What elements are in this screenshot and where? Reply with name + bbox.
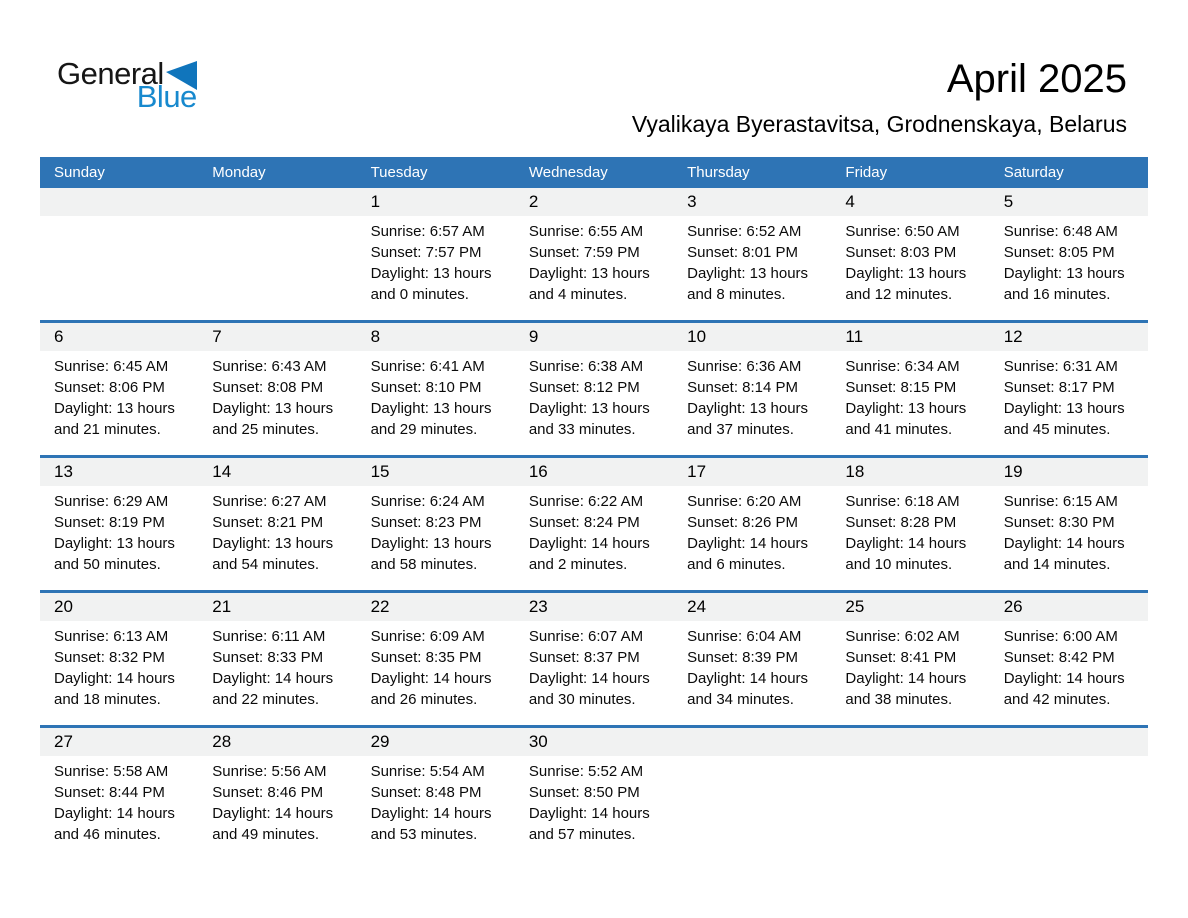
- daylight-text: Daylight: 14 hours and 38 minutes.: [845, 670, 967, 708]
- day-info: [831, 756, 989, 761]
- day-info: [673, 621, 831, 710]
- day-number: 1: [357, 188, 515, 216]
- day-info: [831, 486, 989, 575]
- day-info: [198, 216, 356, 221]
- day-number: 24: [673, 593, 831, 621]
- sunrise-text: Sunrise: 6:31 AM: [1003, 358, 1118, 375]
- day-number: 26: [990, 593, 1148, 621]
- day-number: 4: [831, 188, 989, 216]
- day-number: 23: [515, 593, 673, 621]
- weekday-saturday: Saturday: [1003, 164, 1064, 181]
- day-info: [673, 756, 831, 761]
- day-number: 5: [990, 188, 1148, 216]
- day-cell-24: [673, 593, 831, 725]
- daylight-text: Daylight: 13 hours and 25 minutes.: [212, 400, 334, 438]
- sunset-text: Sunset: 8:46 PM: [212, 784, 324, 801]
- daylight-text: Daylight: 14 hours and 26 minutes.: [370, 670, 492, 708]
- sunset-text: Sunset: 8:24 PM: [528, 514, 640, 531]
- day-number: 15: [357, 458, 515, 486]
- sunset-text: Sunset: 8:35 PM: [370, 649, 482, 666]
- daylight-text: Daylight: 13 hours and 45 minutes.: [1003, 400, 1125, 438]
- day-number: 16: [515, 458, 673, 486]
- day-cell-25: [831, 593, 989, 725]
- day-cell-12: [990, 323, 1148, 455]
- day-cell-empty: [990, 728, 1148, 860]
- day-info: [198, 756, 356, 845]
- sunrise-text: Sunrise: 5:52 AM: [528, 763, 644, 780]
- sunrise-text: Sunrise: 6:55 AM: [528, 223, 644, 240]
- day-info: [831, 621, 989, 710]
- sunset-text: Sunset: 8:44 PM: [54, 784, 165, 801]
- day-cell-3: [673, 188, 831, 320]
- sunset-text: Sunset: 8:19 PM: [54, 514, 165, 531]
- weekday-header-row: [40, 157, 1148, 188]
- sunset-text: Sunset: 8:41 PM: [845, 649, 957, 666]
- day-info: [515, 756, 673, 845]
- week-row: [40, 320, 1148, 455]
- sunset-text: Sunset: 8:50 PM: [528, 784, 640, 801]
- day-info: [515, 216, 673, 305]
- sunrise-text: Sunrise: 6:22 AM: [528, 493, 644, 510]
- day-cell-29: [357, 728, 515, 860]
- day-info: [831, 216, 989, 305]
- sunrise-text: Sunrise: 6:13 AM: [54, 628, 169, 645]
- sunrise-text: Sunrise: 6:07 AM: [528, 628, 644, 645]
- daylight-text: Daylight: 14 hours and 46 minutes.: [54, 805, 175, 843]
- week-row: [40, 590, 1148, 725]
- day-cell-4: [831, 188, 989, 320]
- sunset-text: Sunset: 8:26 PM: [687, 514, 799, 531]
- daylight-text: Daylight: 14 hours and 34 minutes.: [687, 670, 809, 708]
- day-cell-2: [515, 188, 673, 320]
- day-number: 20: [40, 593, 198, 621]
- day-number: 27: [40, 728, 198, 756]
- day-number: 9: [515, 323, 673, 351]
- day-info: [40, 486, 198, 575]
- day-cell-17: [673, 458, 831, 590]
- daylight-text: Daylight: 13 hours and 8 minutes.: [687, 265, 809, 303]
- sunrise-text: Sunrise: 6:20 AM: [687, 493, 802, 510]
- sunset-text: Sunset: 8:14 PM: [687, 379, 799, 396]
- daylight-text: Daylight: 14 hours and 42 minutes.: [1003, 670, 1125, 708]
- sunrise-text: Sunrise: 6:29 AM: [54, 493, 169, 510]
- day-number: 29: [357, 728, 515, 756]
- day-number: 14: [198, 458, 356, 486]
- daylight-text: Daylight: 14 hours and 6 minutes.: [687, 535, 809, 573]
- sunset-text: Sunset: 8:42 PM: [1003, 649, 1115, 666]
- daylight-text: Daylight: 14 hours and 14 minutes.: [1003, 535, 1125, 573]
- day-cell-21: [198, 593, 356, 725]
- day-cell-empty: [831, 728, 989, 860]
- sunrise-text: Sunrise: 6:04 AM: [687, 628, 802, 645]
- daylight-text: Daylight: 13 hours and 54 minutes.: [212, 535, 334, 573]
- sunrise-text: Sunrise: 6:09 AM: [370, 628, 485, 645]
- daylight-text: Daylight: 14 hours and 30 minutes.: [528, 670, 650, 708]
- sunset-text: Sunset: 8:48 PM: [370, 784, 482, 801]
- day-info: [831, 351, 989, 440]
- day-cell-19: [990, 458, 1148, 590]
- sunset-text: Sunset: 8:21 PM: [212, 514, 324, 531]
- day-info: [357, 756, 515, 845]
- daylight-text: Daylight: 13 hours and 37 minutes.: [687, 400, 809, 438]
- sunset-text: Sunset: 8:08 PM: [212, 379, 324, 396]
- day-info: [198, 621, 356, 710]
- weekday-friday: Friday: [845, 164, 888, 181]
- day-info: [673, 351, 831, 440]
- sunrise-text: Sunrise: 6:43 AM: [212, 358, 327, 375]
- sunset-text: Sunset: 8:32 PM: [54, 649, 165, 666]
- day-number: 12: [990, 323, 1148, 351]
- month-title: April 2025: [946, 57, 1127, 101]
- day-info: [990, 351, 1148, 440]
- day-info: [198, 351, 356, 440]
- sunset-text: Sunset: 8:39 PM: [687, 649, 799, 666]
- daylight-text: Daylight: 13 hours and 33 minutes.: [528, 400, 650, 438]
- daylight-text: Daylight: 13 hours and 21 minutes.: [54, 400, 175, 438]
- sunset-text: Sunset: 8:05 PM: [1003, 244, 1115, 261]
- day-number: [198, 188, 356, 216]
- daylight-text: Daylight: 14 hours and 57 minutes.: [528, 805, 650, 843]
- day-info: [515, 486, 673, 575]
- weekday-wednesday: Wednesday: [528, 164, 608, 181]
- day-info: [357, 621, 515, 710]
- day-number: 8: [357, 323, 515, 351]
- day-cell-9: [515, 323, 673, 455]
- day-number: 3: [673, 188, 831, 216]
- sunset-text: Sunset: 8:23 PM: [370, 514, 482, 531]
- sunrise-text: Sunrise: 6:24 AM: [370, 493, 485, 510]
- daylight-text: Daylight: 14 hours and 22 minutes.: [212, 670, 334, 708]
- day-number: [40, 188, 198, 216]
- sunrise-text: Sunrise: 6:50 AM: [845, 223, 960, 240]
- sunset-text: Sunset: 8:28 PM: [845, 514, 957, 531]
- weekday-sunday: Sunday: [54, 164, 105, 181]
- day-cell-8: [357, 323, 515, 455]
- day-info: [990, 216, 1148, 305]
- sunrise-text: Sunrise: 6:41 AM: [370, 358, 485, 375]
- day-cell-15: [357, 458, 515, 590]
- day-cell-23: [515, 593, 673, 725]
- day-number: 18: [831, 458, 989, 486]
- day-info: [40, 351, 198, 440]
- day-number: 7: [198, 323, 356, 351]
- week-row: [40, 455, 1148, 590]
- daylight-text: Daylight: 14 hours and 2 minutes.: [528, 535, 650, 573]
- day-cell-empty: [40, 188, 198, 320]
- day-cell-18: [831, 458, 989, 590]
- daylight-text: Daylight: 14 hours and 53 minutes.: [370, 805, 492, 843]
- sunrise-text: Sunrise: 6:18 AM: [845, 493, 960, 510]
- general-blue-logo: [57, 58, 197, 113]
- day-number: 30: [515, 728, 673, 756]
- sunset-text: Sunset: 7:57 PM: [370, 244, 482, 261]
- daylight-text: Daylight: 13 hours and 29 minutes.: [370, 400, 492, 438]
- day-info: [40, 621, 198, 710]
- sunrise-text: Sunrise: 5:58 AM: [54, 763, 169, 780]
- day-info: [673, 486, 831, 575]
- day-cell-27: [40, 728, 198, 860]
- sunset-text: Sunset: 8:17 PM: [1003, 379, 1115, 396]
- day-info: [990, 621, 1148, 710]
- day-cell-22: [357, 593, 515, 725]
- weekday-tuesday: Tuesday: [370, 164, 428, 181]
- day-info: [673, 216, 831, 305]
- sunset-text: Sunset: 8:10 PM: [370, 379, 482, 396]
- sunrise-text: Sunrise: 6:45 AM: [54, 358, 169, 375]
- calendar-grid: [40, 188, 1148, 860]
- day-cell-empty: [673, 728, 831, 860]
- day-number: 28: [198, 728, 356, 756]
- sunrise-text: Sunrise: 6:34 AM: [845, 358, 960, 375]
- day-info: [990, 486, 1148, 575]
- day-cell-14: [198, 458, 356, 590]
- sunset-text: Sunset: 7:59 PM: [528, 244, 640, 261]
- day-cell-13: [40, 458, 198, 590]
- day-info: [515, 621, 673, 710]
- logo-text-general: General: [57, 56, 164, 91]
- day-cell-28: [198, 728, 356, 860]
- day-number: 2: [515, 188, 673, 216]
- sunset-text: Sunset: 8:33 PM: [212, 649, 324, 666]
- sunset-text: Sunset: 8:12 PM: [528, 379, 640, 396]
- day-info: [40, 216, 198, 221]
- sunrise-text: Sunrise: 5:54 AM: [370, 763, 485, 780]
- day-number: 17: [673, 458, 831, 486]
- day-cell-16: [515, 458, 673, 590]
- daylight-text: Daylight: 14 hours and 18 minutes.: [54, 670, 175, 708]
- sunrise-text: Sunrise: 6:48 AM: [1003, 223, 1118, 240]
- day-number: 21: [198, 593, 356, 621]
- day-info: [990, 756, 1148, 761]
- sunrise-text: Sunrise: 6:36 AM: [687, 358, 802, 375]
- day-info: [198, 486, 356, 575]
- location-subtitle: Vyalikaya Byerastavitsa, Grodnenskaya, Belarus: [631, 111, 1127, 137]
- day-number: [673, 728, 831, 756]
- day-info: [357, 351, 515, 440]
- sunset-text: Sunset: 8:03 PM: [845, 244, 957, 261]
- sunrise-text: Sunrise: 6:27 AM: [212, 493, 327, 510]
- weekday-monday: Monday: [212, 164, 266, 181]
- daylight-text: Daylight: 13 hours and 16 minutes.: [1003, 265, 1125, 303]
- daylight-text: Daylight: 13 hours and 12 minutes.: [845, 265, 967, 303]
- sunrise-text: Sunrise: 6:11 AM: [212, 628, 326, 645]
- sunset-text: Sunset: 8:01 PM: [687, 244, 799, 261]
- day-info: [357, 216, 515, 305]
- daylight-text: Daylight: 13 hours and 4 minutes.: [528, 265, 650, 303]
- day-number: 22: [357, 593, 515, 621]
- day-cell-20: [40, 593, 198, 725]
- week-row: [40, 188, 1148, 320]
- day-cell-10: [673, 323, 831, 455]
- day-info: [40, 756, 198, 845]
- sunset-text: Sunset: 8:15 PM: [845, 379, 957, 396]
- daylight-text: Daylight: 14 hours and 10 minutes.: [845, 535, 967, 573]
- logo-text-blue: Blue: [136, 79, 197, 114]
- day-number: [831, 728, 989, 756]
- daylight-text: Daylight: 13 hours and 58 minutes.: [370, 535, 492, 573]
- sunrise-text: Sunrise: 6:02 AM: [845, 628, 960, 645]
- sunrise-text: Sunrise: 6:57 AM: [370, 223, 485, 240]
- day-cell-6: [40, 323, 198, 455]
- sunrise-text: Sunrise: 5:56 AM: [212, 763, 327, 780]
- sunset-text: Sunset: 8:06 PM: [54, 379, 165, 396]
- day-cell-1: [357, 188, 515, 320]
- sunset-text: Sunset: 8:37 PM: [528, 649, 640, 666]
- day-cell-empty: [198, 188, 356, 320]
- day-number: 25: [831, 593, 989, 621]
- daylight-text: Daylight: 13 hours and 50 minutes.: [54, 535, 175, 573]
- day-cell-7: [198, 323, 356, 455]
- day-cell-30: [515, 728, 673, 860]
- daylight-text: Daylight: 13 hours and 0 minutes.: [370, 265, 492, 303]
- day-number: [990, 728, 1148, 756]
- day-number: 19: [990, 458, 1148, 486]
- calendar: [40, 157, 1148, 860]
- title-block: [632, 56, 1127, 138]
- weekday-thursday: Thursday: [687, 164, 750, 181]
- day-cell-5: [990, 188, 1148, 320]
- day-number: 10: [673, 323, 831, 351]
- day-cell-26: [990, 593, 1148, 725]
- sunrise-text: Sunrise: 6:00 AM: [1003, 628, 1118, 645]
- sunset-text: Sunset: 8:30 PM: [1003, 514, 1115, 531]
- day-cell-11: [831, 323, 989, 455]
- sunrise-text: Sunrise: 6:52 AM: [687, 223, 802, 240]
- sunrise-text: Sunrise: 6:15 AM: [1003, 493, 1118, 510]
- day-number: 13: [40, 458, 198, 486]
- daylight-text: Daylight: 14 hours and 49 minutes.: [212, 805, 334, 843]
- day-number: 6: [40, 323, 198, 351]
- day-info: [515, 351, 673, 440]
- sunrise-text: Sunrise: 6:38 AM: [528, 358, 644, 375]
- daylight-text: Daylight: 13 hours and 41 minutes.: [845, 400, 967, 438]
- week-row: [40, 725, 1148, 860]
- day-number: 11: [831, 323, 989, 351]
- day-info: [357, 486, 515, 575]
